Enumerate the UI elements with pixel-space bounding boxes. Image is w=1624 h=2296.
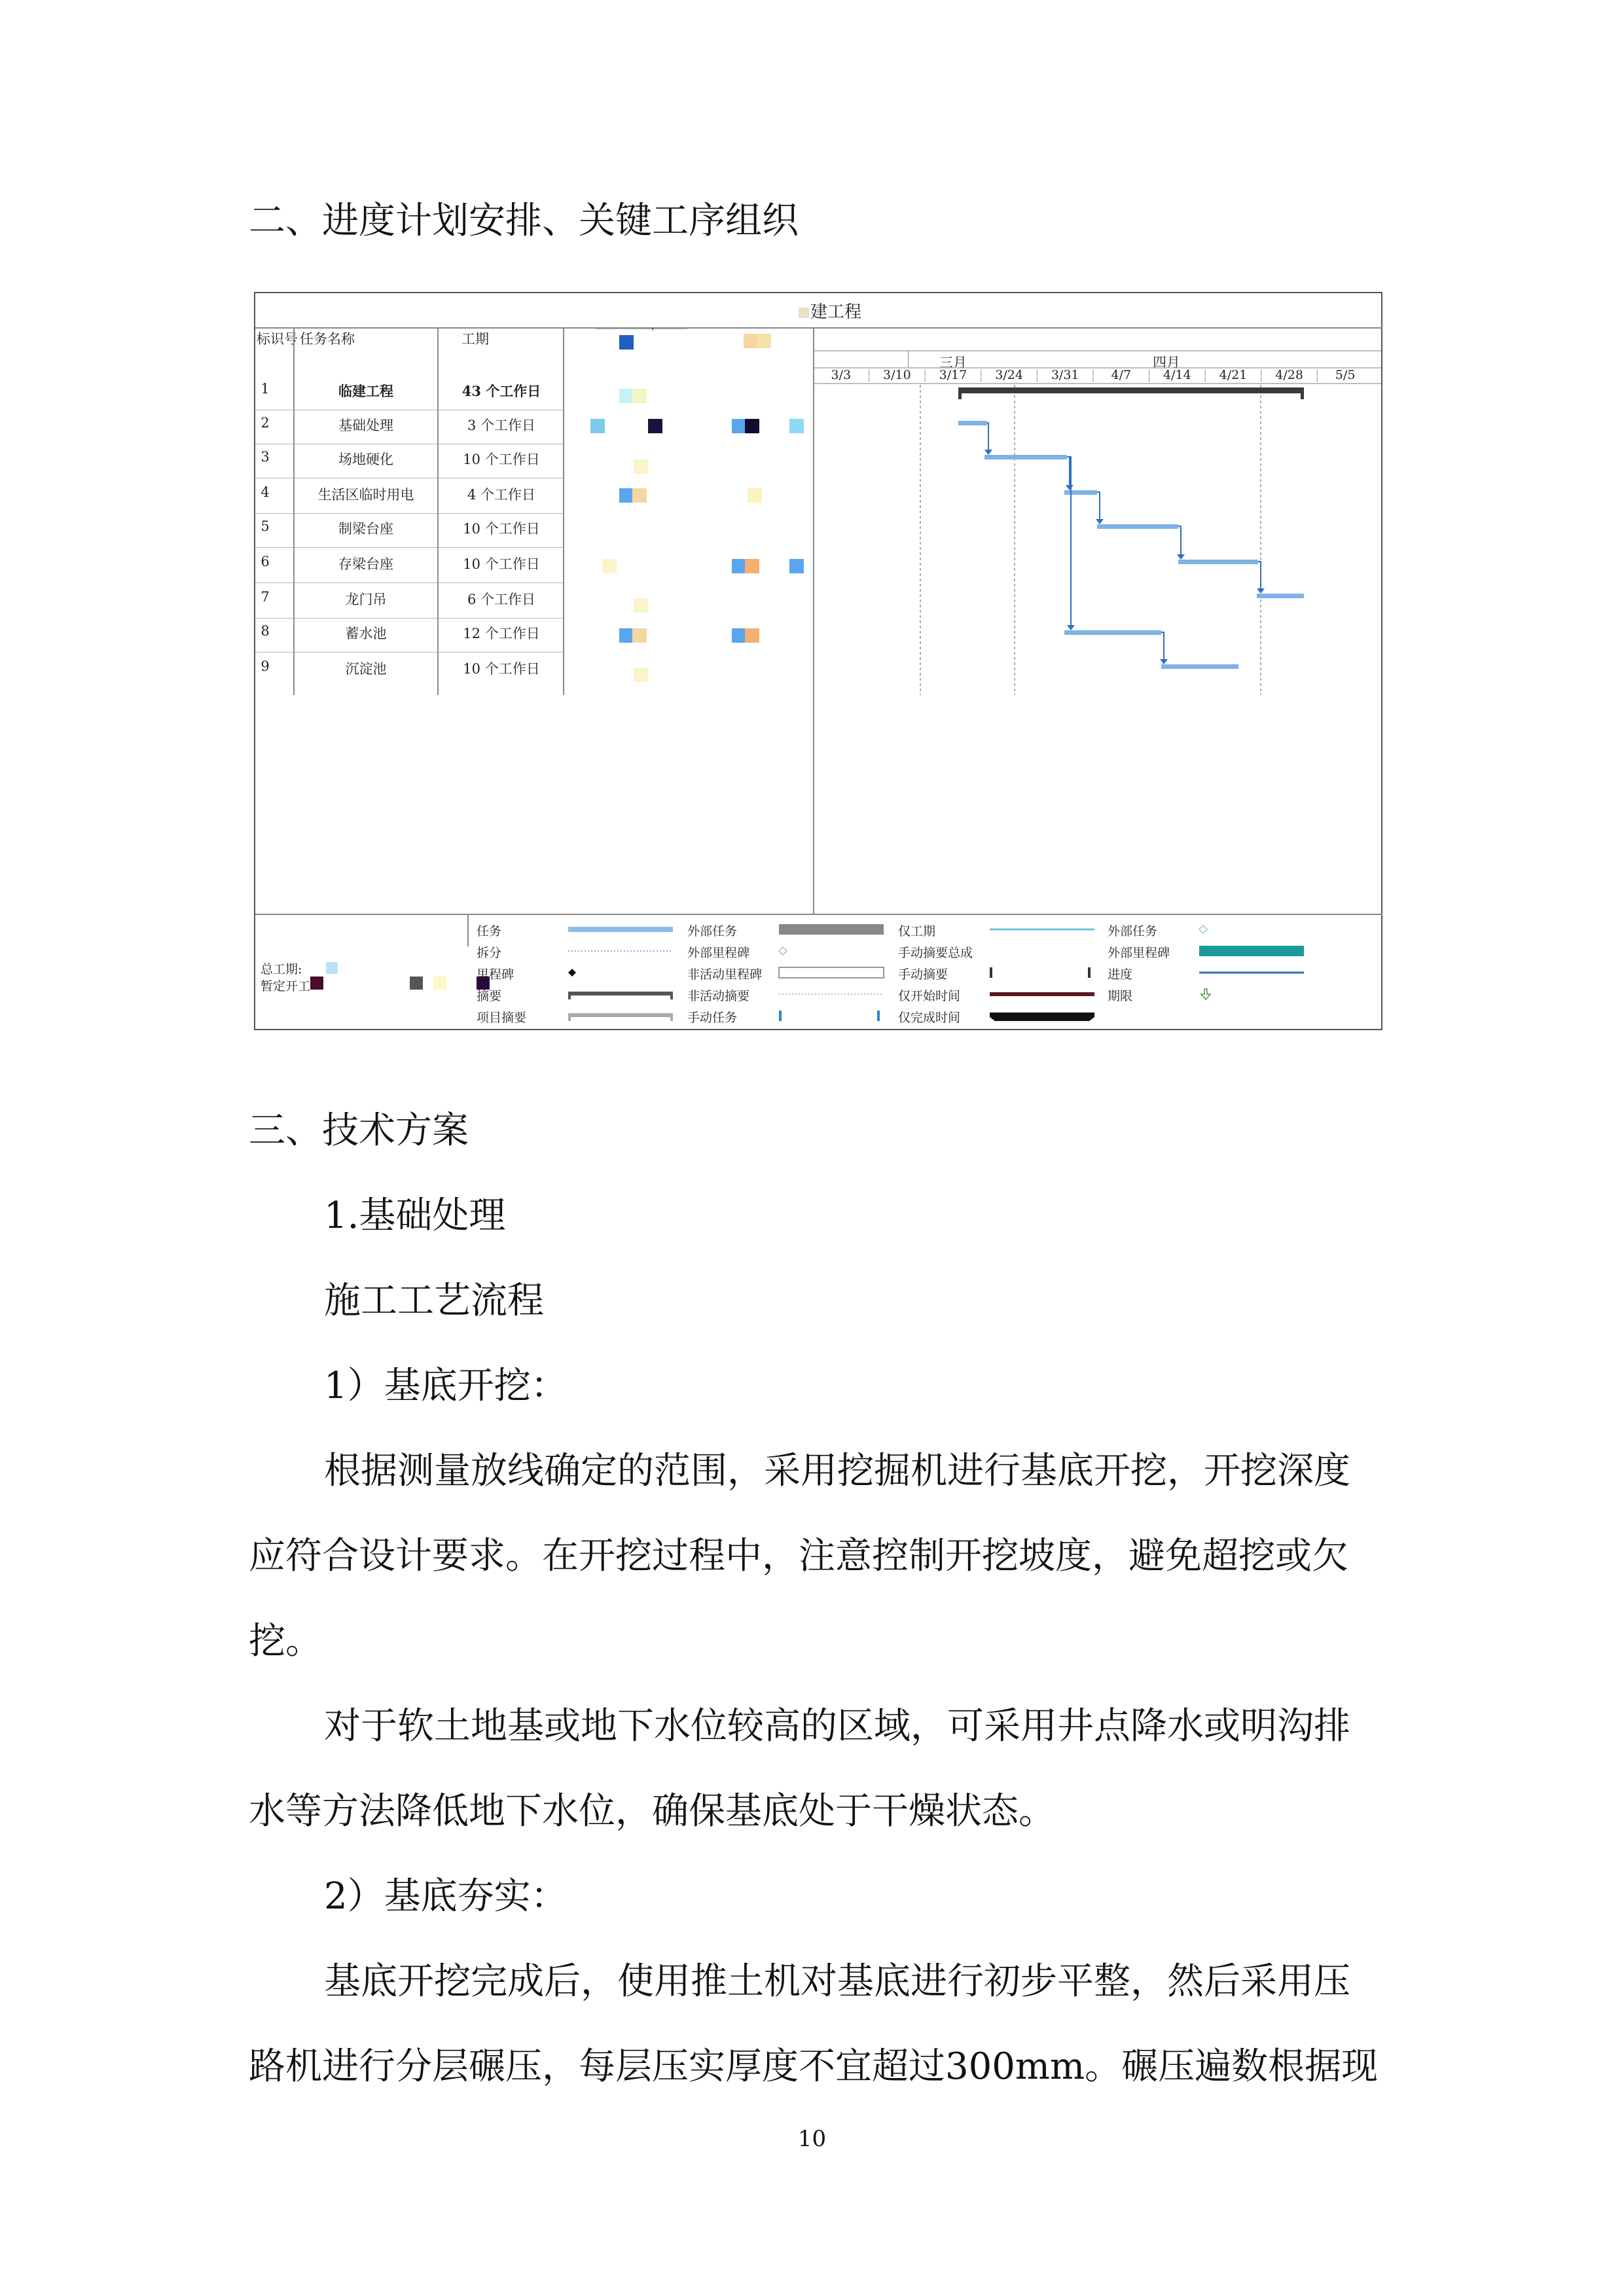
section-heading-schedule: 二、进度计划安排、关键工序组织: [249, 200, 799, 242]
task-bar: [1178, 560, 1258, 564]
task-name: 生活区临时用电: [317, 487, 414, 503]
legend-swatch-external-task: [1199, 925, 1207, 933]
step-heading-compaction: 2）基底夯实：: [324, 1875, 568, 1918]
legend-swatch-project-summary-cap: [670, 1013, 673, 1021]
paragraph-line: 路机进行分层碾压，每层压实厚度不宜超过300mm。碾压遍数根据现: [249, 2045, 1379, 2088]
legend-label: 手动任务: [687, 1011, 738, 1025]
dependency-link: [987, 423, 988, 450]
legend-swatch-deadline: [1201, 989, 1210, 999]
paragraph-line: 挖。: [249, 1620, 322, 1662]
legend-tentative-start: 暂定开工: [261, 979, 311, 994]
task-name: 沉淀池: [345, 661, 387, 677]
task-bar: [1097, 524, 1178, 529]
legend-swatch-external-task: [779, 924, 884, 935]
task-duration: 43 个工作日: [461, 383, 541, 399]
dependency-arrow: [984, 450, 992, 455]
task-duration: 10 个工作日: [463, 452, 540, 467]
week-label: 4/21: [1219, 368, 1248, 382]
week-label: 3/31: [1051, 368, 1079, 382]
legend-swatch-manual-task: [779, 1011, 782, 1021]
table-column-divider: [563, 329, 564, 695]
dependency-arrow: [1177, 554, 1185, 560]
table-column-divider: [437, 329, 439, 695]
legend-label: 非活动摘要: [687, 989, 750, 1003]
task-duration: 10 个工作日: [463, 661, 540, 677]
week-label: 3/24: [995, 368, 1023, 382]
legend-label: 非活动里程碑: [687, 967, 763, 982]
task-id: 4: [261, 484, 270, 500]
legend-swatch-manual-task: [877, 1011, 880, 1021]
dependency-link: [1258, 562, 1261, 589]
gantt-graphics: [255, 293, 1381, 1029]
dependency-arrow: [1096, 519, 1104, 524]
paragraph-line: 应符合设计要求。在开挖过程中，注意控制开挖坡度，避免超挖或欠: [249, 1535, 1348, 1577]
summary-bar-cap: [1301, 387, 1304, 399]
header-id: 标识号: [257, 331, 298, 347]
section-heading-tech: 三、技术方案: [249, 1109, 469, 1152]
legend-swatch-manual-summary: [990, 967, 992, 978]
task-id: 7: [261, 589, 270, 605]
legend-swatch-manual-summary: [1088, 967, 1091, 978]
header-name: 任务名称: [300, 331, 355, 347]
task-bar: [1161, 664, 1238, 669]
task-bar: [958, 421, 987, 425]
legend-label: 外部任务: [1108, 924, 1158, 939]
task-name: 临建工程: [338, 383, 393, 399]
step-heading-excavation: 1）基底开挖：: [324, 1365, 568, 1407]
legend-swatch-external-milestone: [1199, 946, 1304, 956]
week-label: 3/3: [831, 368, 852, 382]
legend-swatch-finish-only: [990, 1013, 1094, 1021]
task-bar: [1064, 630, 1161, 635]
dependency-link: [1178, 526, 1181, 555]
dependency-arrow: [1257, 588, 1265, 594]
legend-label: 拆分: [477, 946, 502, 960]
header-duration: 工期: [461, 331, 489, 347]
week-label: 4/14: [1163, 368, 1191, 382]
legend-swatch-summary: [568, 992, 673, 996]
legend-label: 仅工期: [898, 924, 936, 939]
task-id: 3: [261, 449, 270, 465]
legend-label: 任务: [477, 924, 502, 939]
week-label: 4/7: [1111, 368, 1132, 382]
dependency-link: [1097, 492, 1100, 520]
task-name: 存梁台座: [338, 556, 393, 572]
task-name: 基础处理: [338, 418, 393, 433]
dependency-arrow: [1066, 485, 1074, 490]
legend-label: 进度: [1108, 967, 1133, 982]
task-name: 制梁台座: [338, 521, 393, 537]
dependency-arrow: [1160, 659, 1168, 664]
task-duration: 12 个工作日: [463, 626, 540, 641]
task-duration: 6 个工作日: [467, 592, 536, 607]
legend-swatch-project-summary-cap: [568, 1013, 571, 1021]
paragraph-line: 基底开挖完成后，使用推土机对基底进行初步平整，然后采用压: [324, 1960, 1350, 2003]
legend-swatch-milestone: [568, 969, 576, 977]
legend-label: 手动摘要总成: [898, 946, 973, 960]
task-duration: 10 个工作日: [463, 521, 540, 537]
paragraph-line: 水等方法降低地下水位，确保基底处于干燥状态。: [249, 1790, 1055, 1833]
legend-label: 仅完成时间: [898, 1011, 961, 1025]
legend-swatch-project-summary: [568, 1013, 673, 1017]
legend-total-duration: 总工期:: [261, 962, 302, 977]
legend-swatch-external-milestone: [779, 947, 787, 955]
summary-bar-cap: [958, 387, 962, 399]
task-id: 9: [261, 658, 270, 674]
legend-label: 外部里程碑: [687, 946, 750, 960]
legend-swatch-inactive-milestone: [779, 967, 884, 978]
gantt-title-text: 建工程: [810, 302, 862, 322]
week-label: 3/10: [883, 368, 911, 382]
legend-label: 外部任务: [687, 924, 738, 939]
task-id: 8: [261, 623, 270, 639]
subheading-foundation: 1.基础处理: [324, 1194, 506, 1237]
legend-label: 期限: [1108, 989, 1133, 1003]
dependency-link: [1067, 457, 1070, 486]
legend-swatch-summary-cap: [568, 992, 571, 999]
legend-label: 项目摘要: [477, 1011, 527, 1025]
dependency-link: [1161, 632, 1164, 660]
legend-label: 仅开始时间: [898, 989, 961, 1003]
gantt-chart: 建工程 标识号 任务名称 工期 ˈ 三月 四月 3/3 3/10 3/17 3/24 3/31 4/7 4/14 4/21 4/28 5/5 1 临建工程 43 个工作日 2 基础处理 3 个工作日 3 场地硬化 10 个工作日 4 生活区临时用电 4 个工作日 5 制梁台座 10 个工作日 6 存梁台座 10 个工作日 7 龙门吊 6 个工作日 8 蓄水池 12 个工作日 9 沉淀池 10 个工作日 总工期: 暂定开工 任务 拆分 里程碑 摘要 项目摘要 外部任务 外部里程碑 非活动里程碑 非活动摘要 手动任务 仅工期 手动摘要总成 手动摘要 仅开始时间 仅完成时间 外部任务 外部里程碑 进度 期限: [254, 292, 1382, 1030]
task-id: 2: [261, 415, 270, 431]
table-column-divider: [293, 329, 295, 695]
task-duration: 3 个工作日: [467, 418, 536, 433]
task-id: 6: [261, 554, 270, 569]
task-id: 1: [261, 381, 270, 397]
page-number: 10: [797, 2126, 827, 2152]
legend-label: 里程碑: [477, 967, 514, 982]
summary-bar: [958, 387, 1304, 393]
paragraph-line: 根据测量放线确定的范围，采用挖掘机进行基底开挖，开挖深度: [324, 1450, 1350, 1492]
week-label: 4/28: [1275, 368, 1303, 382]
legend-label: 摘要: [477, 989, 502, 1003]
week-label: 3/17: [939, 368, 967, 382]
subheading-process: 施工工艺流程: [324, 1280, 544, 1322]
legend-swatch-task: [568, 927, 673, 932]
week-label: 5/5: [1335, 368, 1356, 382]
task-duration: 10 个工作日: [463, 556, 540, 572]
legend-label: 外部里程碑: [1108, 946, 1170, 960]
table-column-divider: [813, 329, 814, 915]
legend-swatch-summary-cap: [670, 992, 673, 999]
paragraph-line: 对于软土地基或地下水位较高的区域，可采用井点降水或明沟排: [324, 1705, 1350, 1748]
task-name: 蓄水池: [345, 626, 387, 641]
month-label-march: 三月: [939, 355, 967, 370]
dependency-arrow: [1067, 625, 1075, 630]
task-bar: [984, 455, 1067, 459]
task-bar: [1257, 594, 1304, 598]
task-bar: [1064, 490, 1097, 495]
month-label-april: 四月: [1153, 355, 1180, 370]
task-id: 5: [261, 518, 270, 534]
task-name: 场地硬化: [338, 452, 393, 467]
legend-swatch-start-only: [990, 992, 1094, 996]
task-name: 龙门吊: [345, 592, 387, 607]
task-duration: 4 个工作日: [467, 487, 536, 503]
legend-label: 手动摘要: [898, 967, 948, 982]
